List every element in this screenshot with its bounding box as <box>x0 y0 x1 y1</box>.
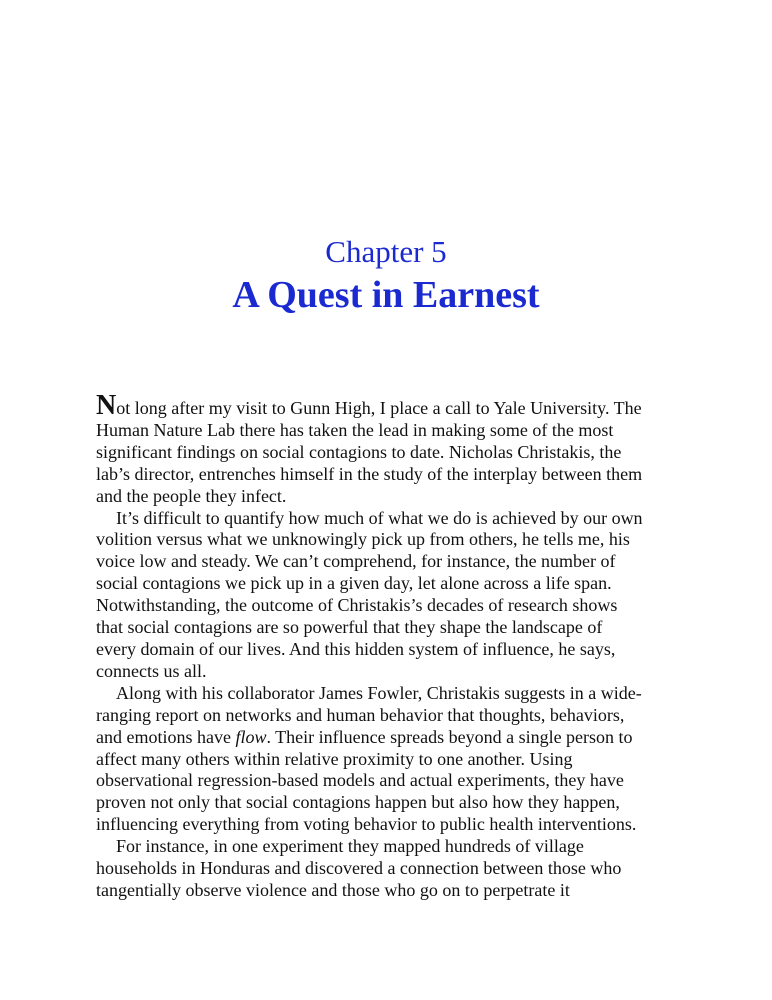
paragraph-3 <box>96 683 676 836</box>
text-line: households in Honduras and discovered a connection between those who <box>96 858 622 879</box>
text-line: significant findings on social contagions to date. Nicholas Christakis, the <box>96 441 622 462</box>
text-line: every domain of our lives. And this hidden system of influence, he says, <box>96 638 616 659</box>
text-line: affect many others within relative proximity to one another. Using <box>96 748 573 769</box>
paragraph-4 <box>96 836 676 902</box>
text-line <box>96 727 676 749</box>
text-line <box>96 390 676 421</box>
text-line-start: and emotions have <box>96 726 236 747</box>
text-line: observational regression-based models and actual experiments, they have <box>96 770 624 791</box>
text-line: voice low and steady. We can’t comprehend, for instance, the number of <box>96 551 616 572</box>
chapter-heading <box>0 232 772 318</box>
text-line: Along with his collaborator James Fowler, Christakis suggests in a wide- <box>116 682 642 703</box>
text-line: Notwithstanding, the outcome of Christakis’s decades of research shows <box>96 595 618 616</box>
chapter-body-text <box>96 390 676 902</box>
text-line: tangentially observe violence and those who go on to perpetrate it <box>96 879 570 900</box>
chapter-title: A Quest in Earnest <box>232 274 540 316</box>
text-line: ranging report on networks and human behavior that thoughts, behaviors, <box>96 704 625 725</box>
text-line: It’s difficult to quantify how much of what we do is achieved by our own <box>116 507 643 528</box>
text-line: Human Nature Lab there has taken the lead in making some of the most <box>96 419 614 440</box>
text-line: For instance, in one experiment they mapped hundreds of village <box>116 836 584 857</box>
italic-word: flow <box>235 726 267 747</box>
text-line: lab’s director, entrenches himself in the study of the interplay between them <box>96 463 643 484</box>
text-line: social contagions we pick up in a given day, let alone across a life span. <box>96 573 612 594</box>
text-line: connects us all. <box>96 660 207 681</box>
paragraph-1 <box>96 390 676 508</box>
text-line-end: . Their influence spreads beyond a single person to <box>266 726 633 747</box>
text-line-rest: ot long after my visit to Gunn High, I place a call to Yale University. The <box>116 398 642 418</box>
text-line: influencing everything from voting behavior to public health interventions. <box>96 814 637 835</box>
text-line: that social contagions are so powerful that they shape the landscape of <box>96 617 603 638</box>
text-line: proven not only that social contagions happen but also how they happen, <box>96 792 620 813</box>
paragraph-2 <box>96 508 676 683</box>
chapter-number: Chapter 5 <box>325 234 447 269</box>
text-line: and the people they infect. <box>96 485 287 506</box>
text-line: volition versus what we unknowingly pick up from others, he tells me, his <box>96 529 630 550</box>
drop-cap: N <box>96 390 117 421</box>
